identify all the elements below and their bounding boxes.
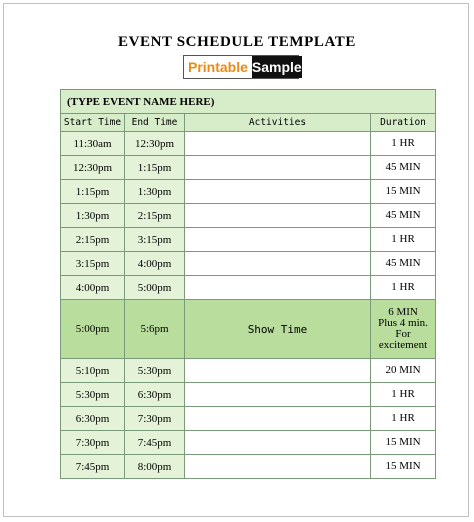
schedule-row xyxy=(61,276,436,300)
duration-cell[interactable]: 1 HR xyxy=(371,228,436,252)
schedule-row xyxy=(61,383,436,407)
start-time-cell[interactable]: 5:10pm xyxy=(61,359,125,383)
duration-cell[interactable]: 6 MIN Plus 4 min. For excitement xyxy=(371,300,436,359)
activity-cell[interactable] xyxy=(185,407,371,431)
activity-cell[interactable] xyxy=(185,156,371,180)
activity-cell[interactable] xyxy=(185,252,371,276)
end-time-cell[interactable]: 5:30pm xyxy=(125,359,185,383)
start-time-cell[interactable]: 5:30pm xyxy=(61,383,125,407)
end-time-cell[interactable]: 7:30pm xyxy=(125,407,185,431)
start-time-cell[interactable]: 3:15pm xyxy=(61,252,125,276)
end-time-cell[interactable]: 1:15pm xyxy=(125,156,185,180)
schedule-row xyxy=(61,407,436,431)
activity-cell[interactable] xyxy=(185,276,371,300)
schedule-row xyxy=(61,431,436,455)
end-time-cell[interactable]: 1:30pm xyxy=(125,180,185,204)
event-name-row xyxy=(61,90,436,114)
logo-text-printable: Printable xyxy=(184,56,252,78)
activity-cell[interactable] xyxy=(185,180,371,204)
end-time-cell[interactable]: 5:6pm xyxy=(125,300,185,359)
schedule-row xyxy=(61,455,436,479)
duration-cell[interactable]: 45 MIN xyxy=(371,204,436,228)
header-start-time: Start Time xyxy=(61,114,125,132)
header-end-time: End Time xyxy=(125,114,185,132)
logo-text-sample: Sample xyxy=(252,56,302,78)
schedule-row xyxy=(61,359,436,383)
end-time-cell[interactable]: 8:00pm xyxy=(125,455,185,479)
duration-cell[interactable]: 1 HR xyxy=(371,383,436,407)
activity-cell[interactable] xyxy=(185,431,371,455)
schedule-row xyxy=(61,252,436,276)
duration-cell[interactable]: 1 HR xyxy=(371,132,436,156)
duration-cell[interactable]: 45 MIN xyxy=(371,156,436,180)
end-time-cell[interactable]: 7:45pm xyxy=(125,431,185,455)
start-time-cell[interactable]: 6:30pm xyxy=(61,407,125,431)
start-time-cell[interactable]: 11:30am xyxy=(61,132,125,156)
duration-cell[interactable]: 20 MIN xyxy=(371,359,436,383)
schedule-row xyxy=(61,180,436,204)
duration-cell[interactable]: 45 MIN xyxy=(371,252,436,276)
start-time-cell[interactable]: 1:30pm xyxy=(61,204,125,228)
start-time-cell[interactable]: 1:15pm xyxy=(61,180,125,204)
event-name-cell[interactable]: (TYPE EVENT NAME HERE) xyxy=(61,90,436,114)
activity-cell[interactable] xyxy=(185,132,371,156)
duration-cell[interactable]: 1 HR xyxy=(371,276,436,300)
duration-cell[interactable]: 15 MIN xyxy=(371,431,436,455)
schedule-row xyxy=(61,132,436,156)
start-time-cell[interactable]: 5:00pm xyxy=(61,300,125,359)
header-duration: Duration xyxy=(371,114,436,132)
schedule-table xyxy=(60,89,436,479)
end-time-cell[interactable]: 6:30pm xyxy=(125,383,185,407)
activity-cell[interactable] xyxy=(185,359,371,383)
schedule-row xyxy=(61,156,436,180)
schedule-row xyxy=(61,204,436,228)
duration-cell[interactable]: 1 HR xyxy=(371,407,436,431)
start-time-cell[interactable]: 7:45pm xyxy=(61,455,125,479)
end-time-cell[interactable]: 2:15pm xyxy=(125,204,185,228)
header-activities: Activities xyxy=(185,114,371,132)
duration-cell[interactable]: 15 MIN xyxy=(371,180,436,204)
end-time-cell[interactable]: 12:30pm xyxy=(125,132,185,156)
duration-cell[interactable]: 15 MIN xyxy=(371,455,436,479)
column-header-row xyxy=(61,114,436,132)
printable-sample-logo xyxy=(183,55,302,79)
end-time-cell[interactable]: 5:00pm xyxy=(125,276,185,300)
schedule-row xyxy=(61,228,436,252)
start-time-cell[interactable]: 7:30pm xyxy=(61,431,125,455)
activity-cell[interactable] xyxy=(185,383,371,407)
activity-cell[interactable] xyxy=(185,204,371,228)
activity-cell[interactable] xyxy=(185,228,371,252)
activity-cell[interactable]: Show Time xyxy=(185,300,371,359)
start-time-cell[interactable]: 4:00pm xyxy=(61,276,125,300)
start-time-cell[interactable]: 2:15pm xyxy=(61,228,125,252)
end-time-cell[interactable]: 3:15pm xyxy=(125,228,185,252)
start-time-cell[interactable]: 12:30pm xyxy=(61,156,125,180)
activity-cell[interactable] xyxy=(185,455,371,479)
schedule-row xyxy=(61,300,436,359)
document-title: EVENT SCHEDULE TEMPLATE xyxy=(117,34,357,50)
end-time-cell[interactable]: 4:00pm xyxy=(125,252,185,276)
